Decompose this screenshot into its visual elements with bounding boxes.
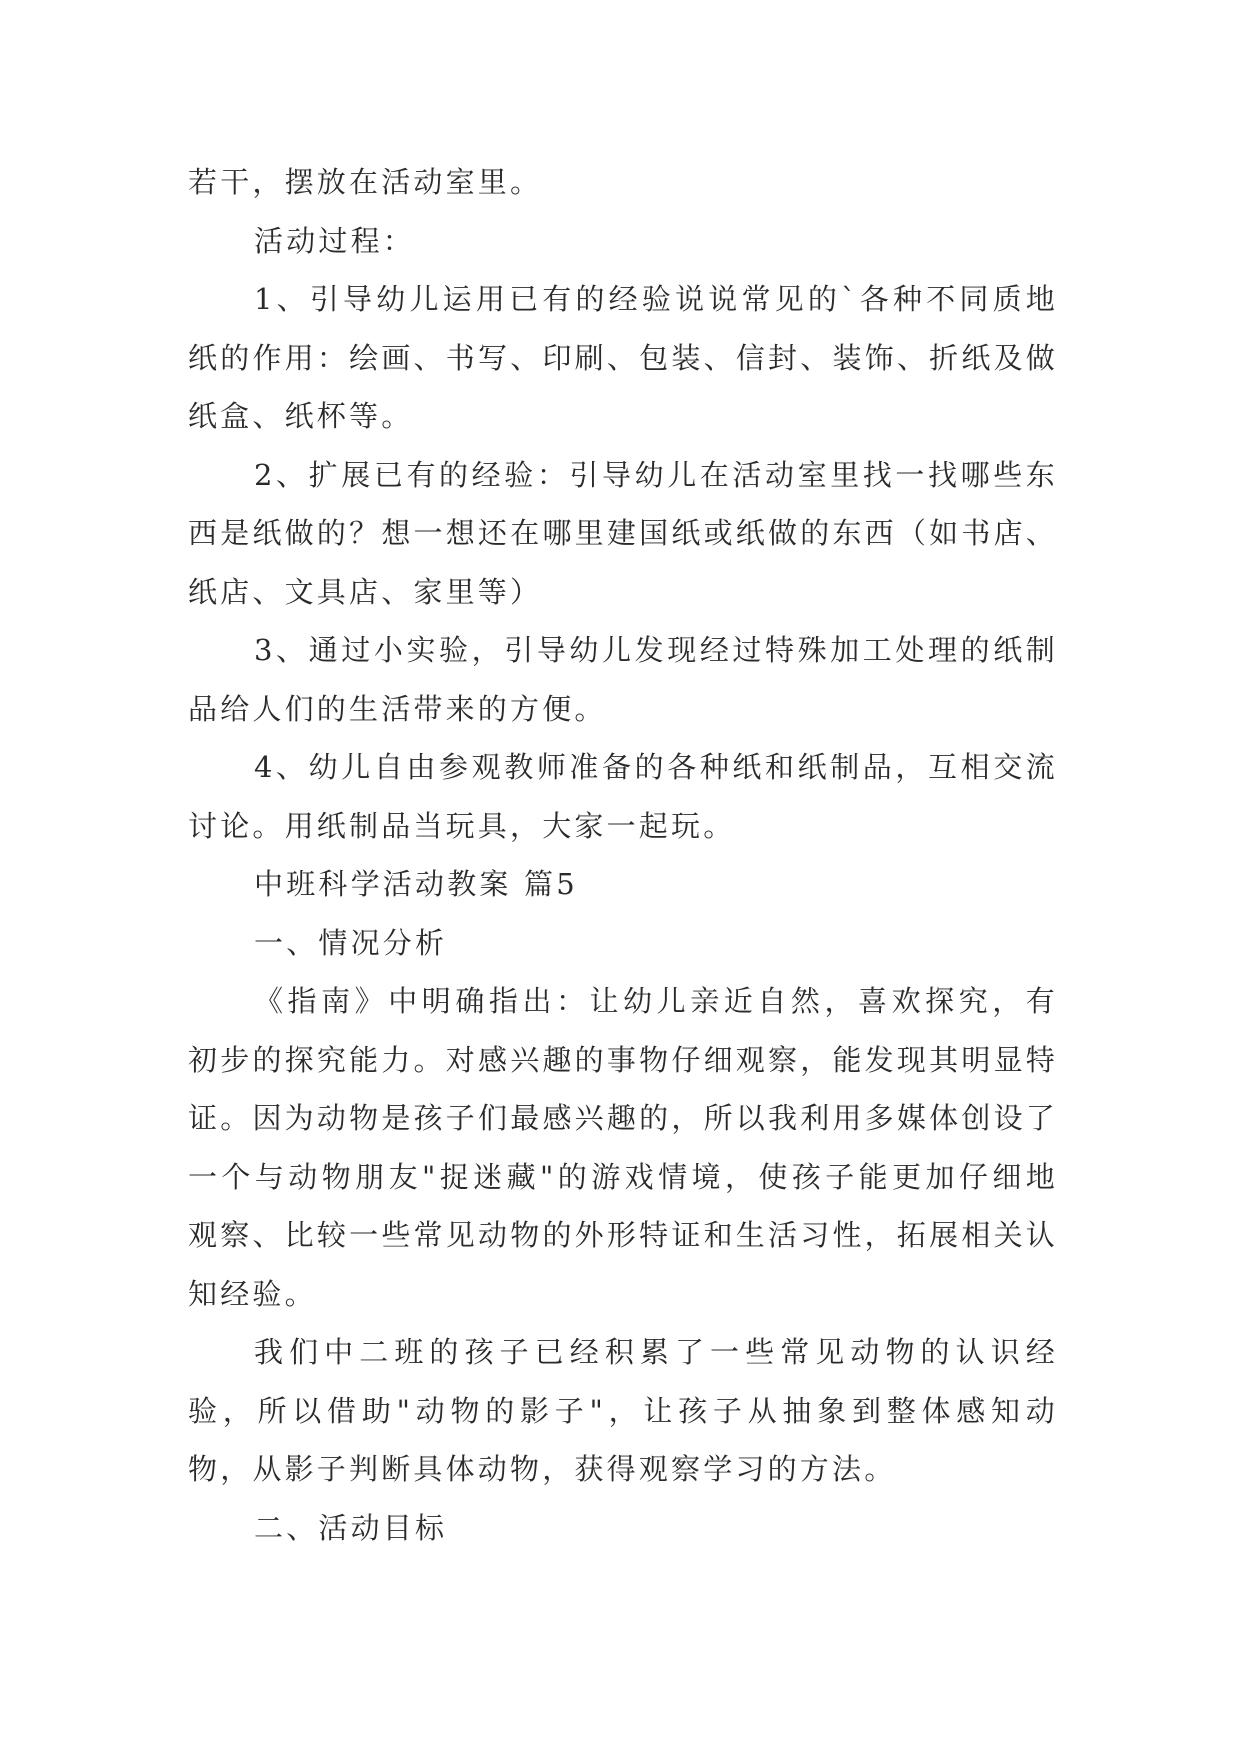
paragraph-step-4: 4、幼儿自由参观教师准备的各种纸和纸制品，互相交流讨论。用纸制品当玩具，大家一起玩。 [188,750,1058,843]
paragraph-continuation: 若干，摆放在活动室里。 [188,165,543,199]
lesson-plan-title: 中班科学活动教案 篇5 [254,867,578,901]
paragraph-guideline: 《指南》中明确指出：让幼儿亲近自然，喜欢探究，有初步的探究能力。对感兴趣的事物仔细观察，能发现其明显特证。因为动物是孩子们最感兴趣的，所以我利用多媒体创设了一个与动物朋友"捉迷藏"的游戏情境，使孩子能更加仔细地观察、比较一些常见动物的外形特证和生活习性，拓展相关认知经验。 [188,984,1058,1311]
section-heading-activity-process: 活动过程： [254,223,416,258]
paragraph-step-2: 2、扩展已有的经验：引导幼儿在活动室里找一找哪些东西是纸做的？想一想还在哪里建国纸或纸做的东西（如书店、纸店、文具店、家里等） [188,457,1058,609]
section-heading-situation-analysis: 一、情况分析 [254,925,448,960]
section-heading-activity-goals: 二、活动目标 [254,1510,448,1545]
paragraph-step-3: 3、通过小实验，引导幼儿发现经过特殊加工处理的纸制品给人们的生活带来的方便。 [188,633,1058,726]
paragraph-step-1: 1、引导幼儿运用已有的经验说说常见的`各种不同质地纸的作用：绘画、书写、印刷、包装、信封、装饰、折纸及做纸盒、纸杯等。 [188,282,1058,433]
document-body [188,153,1058,1557]
paragraph-class-background: 我们中二班的孩子已经积累了一些常见动物的认识经验，所以借助"动物的影子"，让孩子从抽象到整体感知动物，从影子判断具体动物，获得观察学习的方法。 [188,1335,1058,1486]
